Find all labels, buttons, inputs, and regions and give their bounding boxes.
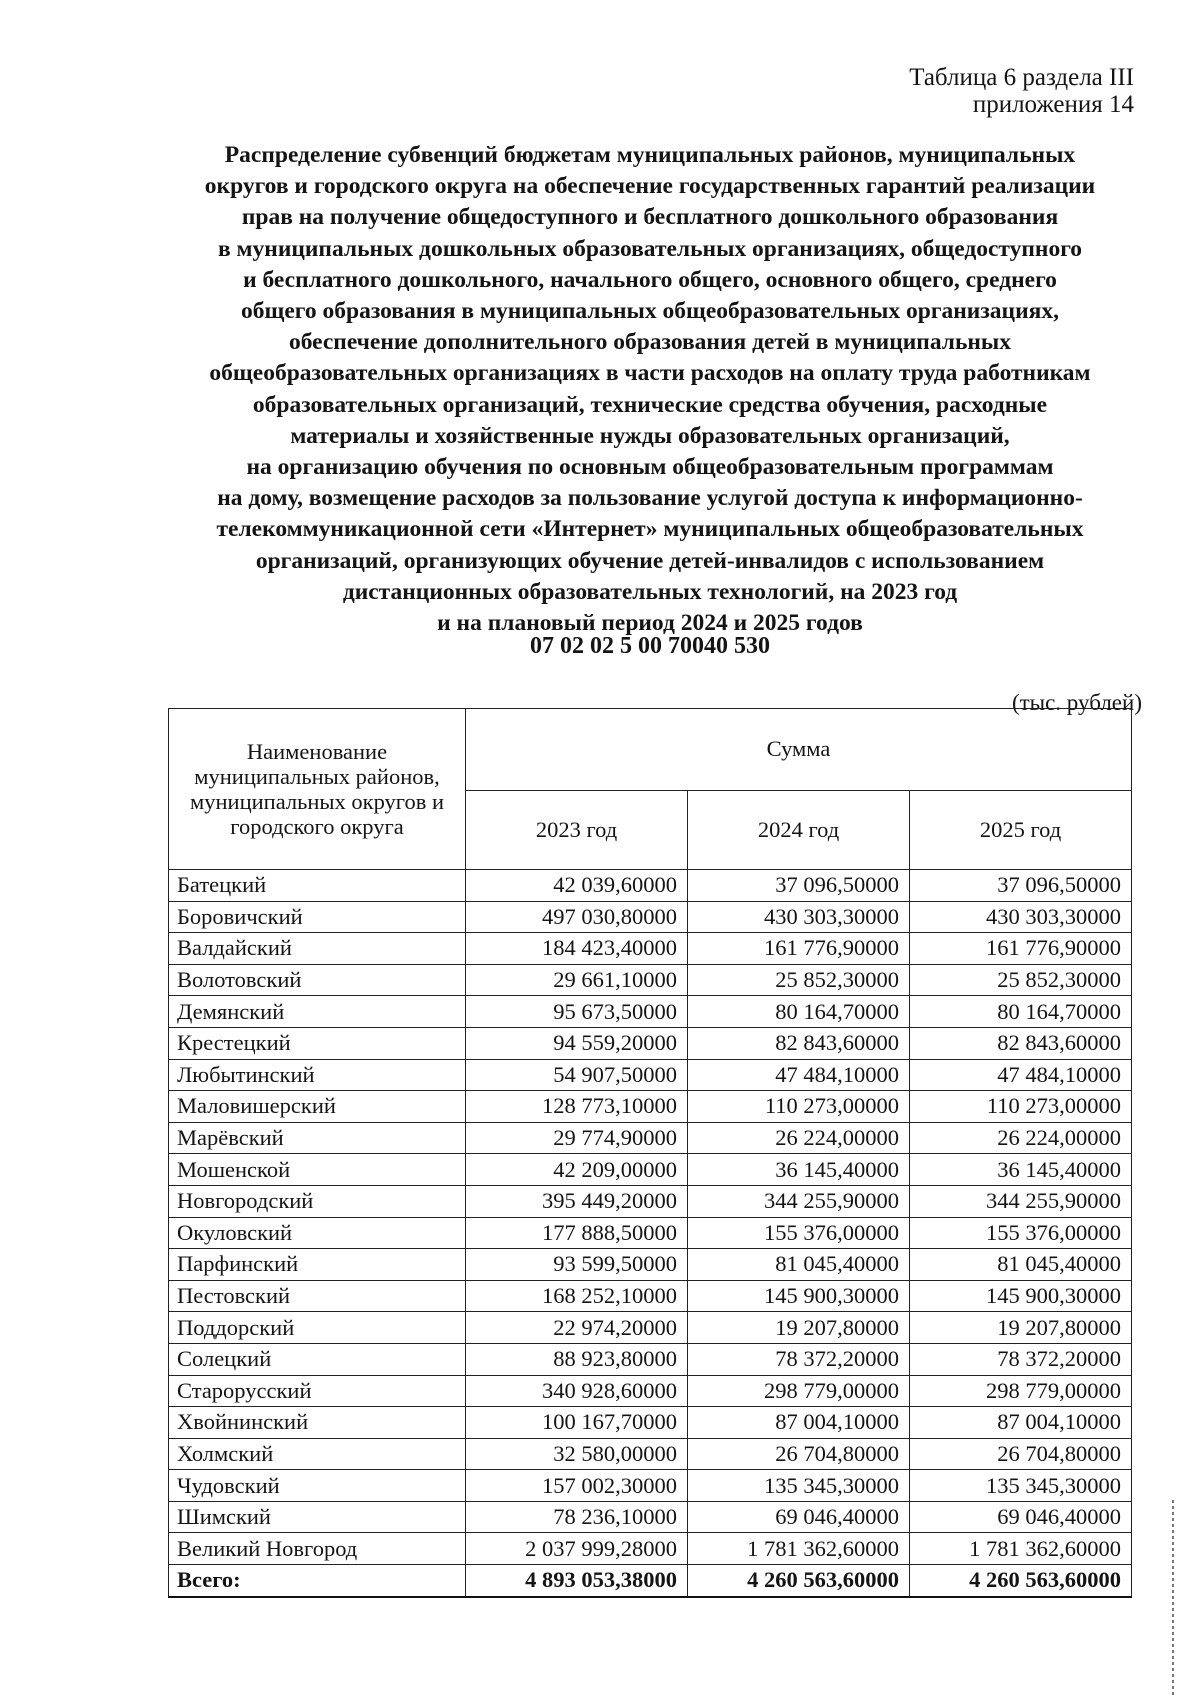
amount-cell-2023: 29 661,10000 [466, 964, 688, 996]
amount-cell-2025: 298 779,00000 [910, 1375, 1132, 1407]
title-line: дистанционных образовательных технологий, на 2023 год [342, 578, 958, 605]
municipality-name-cell: Валдайский [169, 933, 466, 965]
total-row [169, 1565, 1132, 1597]
amount-cell-2024: 36 145,40000 [688, 1154, 910, 1186]
table-reference-line-1: Таблица 6 раздела III [909, 64, 1134, 91]
amount-cell-2025: 87 004,10000 [910, 1407, 1132, 1439]
title-line: обеспечение дополнительного образования детей в муниципальных [288, 329, 1012, 356]
municipality-name-cell: Волотовский [169, 964, 466, 996]
table-row [169, 1185, 1132, 1217]
amount-cell-2025: 37 096,50000 [910, 870, 1132, 902]
table-row [169, 933, 1132, 965]
municipality-name-cell: Холмский [169, 1438, 466, 1470]
amount-cell-2024: 37 096,50000 [688, 870, 910, 902]
amount-cell-2024: 1 781 362,60000 [688, 1533, 910, 1565]
table-row [169, 1249, 1132, 1281]
amount-cell-2025: 19 207,80000 [910, 1312, 1132, 1344]
amount-cell-2025: 135 345,30000 [910, 1470, 1132, 1502]
amount-cell-2023: 128 773,10000 [466, 1091, 688, 1123]
amount-cell-2023: 168 252,10000 [466, 1280, 688, 1312]
amount-cell-2023: 2 037 999,28000 [466, 1533, 688, 1565]
title-line: организаций, организующих обучение детей-инвалидов с использованием [255, 547, 1045, 574]
amount-cell-2024: 81 045,40000 [688, 1249, 910, 1281]
amount-cell-2025: 80 164,70000 [910, 996, 1132, 1028]
municipality-name-cell: Крестецкий [169, 1027, 466, 1059]
table-row [169, 1375, 1132, 1407]
amount-cell-2023: 184 423,40000 [466, 933, 688, 965]
amount-cell-2023: 395 449,20000 [466, 1185, 688, 1217]
municipality-name-cell: Мошенской [169, 1154, 466, 1186]
column-header-name: Наименование муниципальных районов, муниципальных округов и городского округа [169, 709, 466, 870]
title-line: общего образования в муниципальных общеобразовательных организациях, [241, 298, 1059, 325]
amount-cell-2023: 42 209,00000 [466, 1154, 688, 1186]
table-row [169, 1501, 1132, 1533]
header-row [169, 709, 1132, 791]
municipality-name-cell: Великий Новгород [169, 1533, 466, 1565]
municipality-name-cell: Любытинский [169, 1059, 466, 1091]
table-row [169, 1059, 1132, 1091]
title-line: и бесплатного дошкольного, начального общего, основного общего, среднего [243, 266, 1057, 293]
budget-classification-code: 07 02 02 5 00 70040 530 [530, 633, 770, 659]
column-header-2025: 2025 год [910, 790, 1132, 870]
amount-cell-2023: 54 907,50000 [466, 1059, 688, 1091]
amount-cell-2025: 82 843,60000 [910, 1027, 1132, 1059]
municipality-name-cell: Новгородский [169, 1185, 466, 1217]
amount-cell-2023: 93 599,50000 [466, 1249, 688, 1281]
table-row [169, 964, 1132, 996]
amount-cell-2024: 298 779,00000 [688, 1375, 910, 1407]
municipality-name-cell: Маловишерский [169, 1091, 466, 1123]
amount-cell-2025: 36 145,40000 [910, 1154, 1132, 1186]
column-header-2023: 2023 год [466, 790, 688, 870]
amount-cell-2024: 69 046,40000 [688, 1501, 910, 1533]
amount-cell-2024: 161 776,90000 [688, 933, 910, 965]
table-row [169, 870, 1132, 902]
municipality-name-cell: Марёвский [169, 1122, 466, 1154]
municipality-name-cell: Боровичский [169, 901, 466, 933]
table-row [169, 1122, 1132, 1154]
amount-cell-2024: 19 207,80000 [688, 1312, 910, 1344]
title-line: на дому, возмещение расходов за пользование услугой доступа к информационно- [217, 485, 1083, 512]
table-row [169, 1438, 1132, 1470]
municipality-name-cell: Всего: [169, 1565, 466, 1597]
amount-cell-2023: 32 580,00000 [466, 1438, 688, 1470]
table-row [169, 1343, 1132, 1375]
table-row [169, 1312, 1132, 1344]
title-line: образовательных организаций, технические средства обучения, расходные [252, 391, 1048, 418]
amount-cell-2025: 161 776,90000 [910, 933, 1132, 965]
amount-cell-2025: 25 852,30000 [910, 964, 1132, 996]
amount-cell-2025: 4 260 563,60000 [910, 1565, 1132, 1597]
amount-cell-2024: 26 704,80000 [688, 1438, 910, 1470]
amount-cell-2025: 26 704,80000 [910, 1438, 1132, 1470]
amount-cell-2023: 88 923,80000 [466, 1343, 688, 1375]
amount-cell-2024: 78 372,20000 [688, 1343, 910, 1375]
document-title [150, 140, 1150, 639]
amount-cell-2025: 78 372,20000 [910, 1343, 1132, 1375]
municipality-name-cell: Пестовский [169, 1280, 466, 1312]
municipality-name-cell: Батецкий [169, 870, 466, 902]
municipality-name-cell: Шимский [169, 1501, 466, 1533]
amount-cell-2025: 430 303,30000 [910, 901, 1132, 933]
municipality-name-cell: Старорусский [169, 1375, 466, 1407]
table-row [169, 901, 1132, 933]
municipality-name-cell: Поддорский [169, 1312, 466, 1344]
amount-cell-2024: 344 255,90000 [688, 1185, 910, 1217]
amount-cell-2025: 69 046,40000 [910, 1501, 1132, 1533]
amount-cell-2025: 81 045,40000 [910, 1249, 1132, 1281]
table-row [169, 1154, 1132, 1186]
table-body [169, 870, 1132, 1597]
column-header-2024: 2024 год [688, 790, 910, 870]
amount-cell-2024: 135 345,30000 [688, 1470, 910, 1502]
amount-cell-2025: 145 900,30000 [910, 1280, 1132, 1312]
amount-cell-2024: 4 260 563,60000 [688, 1565, 910, 1597]
amount-cell-2023: 29 774,90000 [466, 1122, 688, 1154]
title-line: на организацию обучения по основным общеобразовательным программам [246, 454, 1054, 481]
amount-cell-2024: 87 004,10000 [688, 1407, 910, 1439]
scan-edge-artifact [1172, 1500, 1174, 1695]
amount-cell-2025: 344 255,90000 [910, 1185, 1132, 1217]
amount-cell-2023: 78 236,10000 [466, 1501, 688, 1533]
table-row [169, 1091, 1132, 1123]
amount-cell-2023: 157 002,30000 [466, 1470, 688, 1502]
amount-cell-2024: 110 273,00000 [688, 1091, 910, 1123]
title-line: общеобразовательных организациях в части расходов на оплату труда работникам [209, 360, 1091, 387]
amount-cell-2023: 177 888,50000 [466, 1217, 688, 1249]
column-header-sum: Сумма [466, 709, 1132, 791]
title-line: прав на получение общедоступного и бесплатного дошкольного образования [241, 204, 1059, 231]
title-line: Распределение субвенций бюджетам муниципальных районов, муниципальных [224, 142, 1076, 168]
subvention-table [168, 708, 1132, 1598]
amount-cell-2024: 26 224,00000 [688, 1122, 910, 1154]
amount-cell-2025: 47 484,10000 [910, 1059, 1132, 1091]
amount-cell-2025: 155 376,00000 [910, 1217, 1132, 1249]
amount-cell-2023: 22 974,20000 [466, 1312, 688, 1344]
title-line: округов и городского округа на обеспечение государственных гарантий реализации [204, 173, 1096, 200]
amount-cell-2023: 95 673,50000 [466, 996, 688, 1028]
municipality-name-cell: Парфинский [169, 1249, 466, 1281]
amount-cell-2024: 47 484,10000 [688, 1059, 910, 1091]
amount-cell-2024: 82 843,60000 [688, 1027, 910, 1059]
title-line: телекоммуникационной сети «Интернет» муниципальных общеобразовательных [216, 516, 1084, 543]
amount-cell-2024: 25 852,30000 [688, 964, 910, 996]
table-reference [909, 64, 1134, 118]
amount-cell-2023: 94 559,20000 [466, 1027, 688, 1059]
municipality-name-cell: Чудовский [169, 1470, 466, 1502]
title-line: и на плановый период 2024 и 2025 годов [437, 610, 863, 637]
table-row [169, 1533, 1132, 1565]
municipality-name-cell: Окуловский [169, 1217, 466, 1249]
table-row [169, 1217, 1132, 1249]
title-line: в муниципальных дошкольных образовательных организациях, общедоступного [217, 235, 1083, 262]
table-row [169, 1470, 1132, 1502]
table-row [169, 996, 1132, 1028]
amount-cell-2024: 430 303,30000 [688, 901, 910, 933]
amount-cell-2023: 4 893 053,38000 [466, 1565, 688, 1597]
table-row [169, 1407, 1132, 1439]
municipality-name-cell: Демянский [169, 996, 466, 1028]
amount-cell-2023: 340 928,60000 [466, 1375, 688, 1407]
table-row [169, 1027, 1132, 1059]
table-reference-line-2: приложения 14 [972, 91, 1134, 118]
table-row [169, 1280, 1132, 1312]
amount-cell-2025: 1 781 362,60000 [910, 1533, 1132, 1565]
units-label: (тыс. рублей) [1011, 690, 1142, 715]
amount-cell-2024: 155 376,00000 [688, 1217, 910, 1249]
amount-cell-2024: 145 900,30000 [688, 1280, 910, 1312]
amount-cell-2023: 100 167,70000 [466, 1407, 688, 1439]
amount-cell-2023: 42 039,60000 [466, 870, 688, 902]
amount-cell-2025: 110 273,00000 [910, 1091, 1132, 1123]
amount-cell-2024: 80 164,70000 [688, 996, 910, 1028]
title-line: материалы и хозяйственные нужды образовательных организаций, [290, 422, 1010, 449]
amount-cell-2023: 497 030,80000 [466, 901, 688, 933]
municipality-name-cell: Хвойнинский [169, 1407, 466, 1439]
amount-cell-2025: 26 224,00000 [910, 1122, 1132, 1154]
municipality-name-cell: Солецкий [169, 1343, 466, 1375]
